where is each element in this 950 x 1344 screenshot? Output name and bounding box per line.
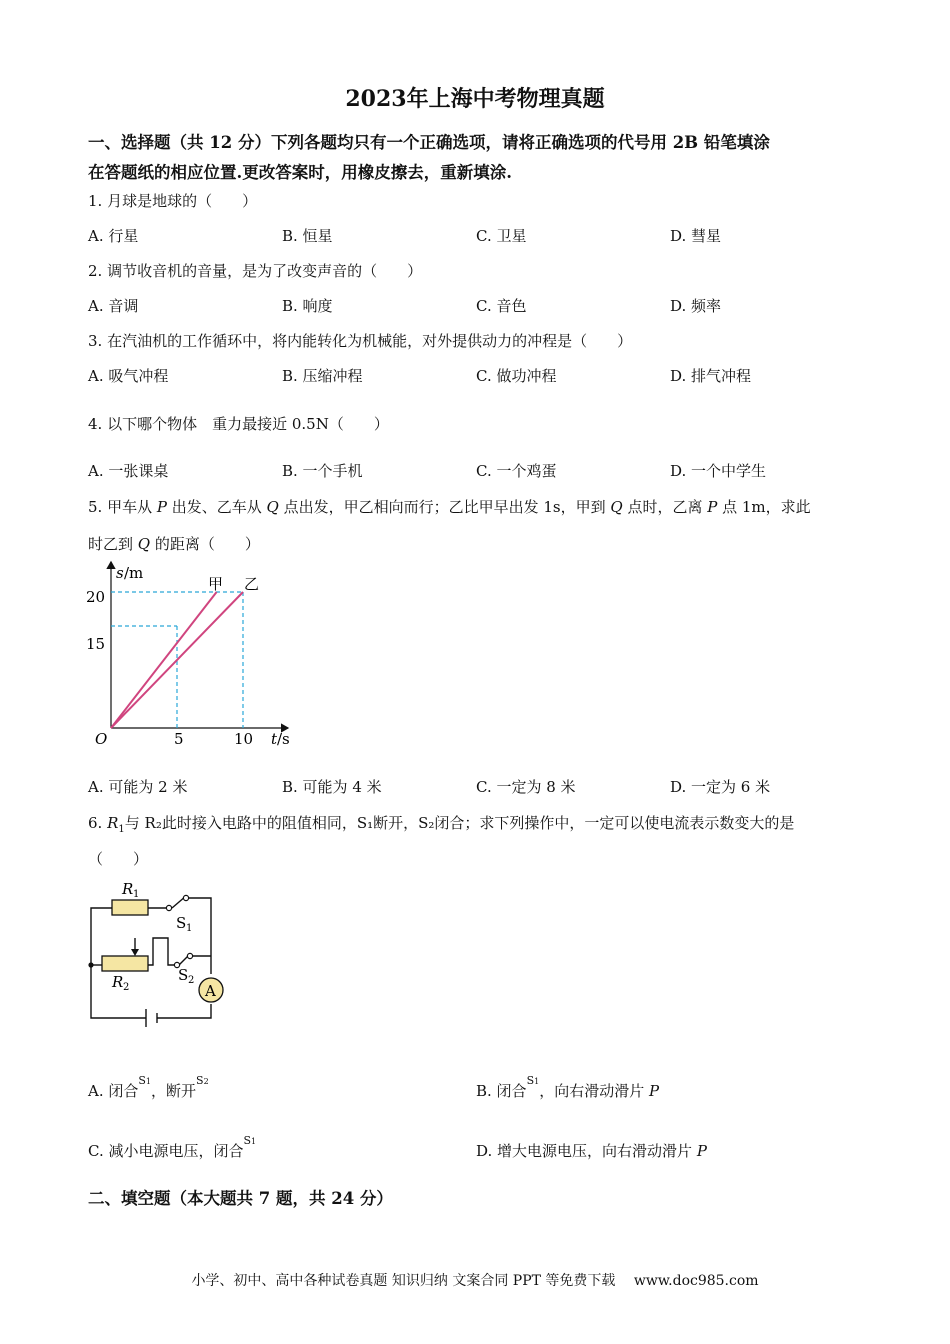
q4-option-d: D. 一个中学生	[670, 462, 767, 480]
s1-label: S	[176, 914, 187, 932]
q4-stem: 4. 以下哪个物体 重力最接近 0.5N（ ）	[88, 415, 389, 433]
q6-option-c: C. 减小电源电压，闭合$^{S1}$	[88, 1134, 257, 1160]
q4-option-b: B. 一个手机	[282, 462, 363, 480]
x-tick-10: 10	[234, 730, 254, 748]
page-title: 2023年上海中考物理真题	[345, 86, 605, 112]
section2-heading: 二、填空题（本大题共 7 题，共 24 分）	[88, 1189, 393, 1208]
y-axis-label-unit: /m	[124, 564, 144, 582]
section1-heading-line1: 一、选择题（共 12 分）下列各题均只有一个正确选项，请将正确选项的代号用 2B 铅笔填涂	[88, 133, 770, 152]
r1-sub: 1	[133, 889, 140, 900]
series-line-0	[111, 592, 217, 728]
q5-st-graph	[80, 556, 300, 756]
series-label-yi: 乙	[244, 575, 260, 593]
series-line-1	[111, 592, 243, 728]
q3-option-d: D. 排气冲程	[670, 367, 752, 385]
q2-option-d: D. 频率	[670, 297, 722, 315]
q3-stem: 3. 在汽油机的工作循环中，将内能转化为机械能，对外提供动力的冲程是（ ）	[88, 332, 633, 350]
s2-sub: 2	[188, 975, 195, 986]
q2-option-a: A. 音调	[88, 297, 139, 315]
s1-sub: 1	[186, 923, 193, 934]
y-axis-label-s: s	[116, 564, 124, 582]
origin-label: O	[95, 730, 108, 748]
q2-option-b: B. 响度	[282, 297, 333, 315]
y-tick-20: 20	[86, 588, 106, 606]
q5-option-a: A. 可能为 2 米	[88, 778, 188, 796]
q6-option-a: A. 闭合$^{S1}$，断开$^{S2}$	[88, 1074, 209, 1100]
s2-label: S	[178, 966, 189, 984]
q6-option-b: B. 闭合$^{S1}$，向右滑动滑片 P	[476, 1074, 660, 1100]
slider-arrow-icon	[131, 949, 139, 956]
page-footer: 小学、初中、高中各种试卷真题 知识归纳 文案合同 PPT 等免费下载 www.doc985.com	[191, 1273, 759, 1289]
q2-stem: 2. 调节收音机的音量，是为了改变声音的（ ）	[88, 262, 423, 280]
q1-stem: 1. 月球是地球的（ ）	[88, 192, 258, 210]
q5-option-c: C. 一定为 8 米	[476, 778, 576, 796]
q6-circuit-diagram	[80, 876, 240, 1036]
resistor-r2	[102, 956, 148, 971]
q6-stem-line1: 6. $R_1$与 R₂此时接入电路中的阻值相同，S₁断开，S₂闭合；求下列操作中，一定可以使电流表示数变大的是	[88, 814, 795, 835]
ammeter-label: A	[205, 982, 216, 1000]
section1-heading-line2: 在答题纸的相应位置.更改答案时，用橡皮擦去，重新填涂.	[88, 163, 512, 182]
q5-stem-line2: 时乙到 Q 的距离（ ）	[88, 535, 260, 553]
series-label-jia: 甲	[208, 575, 224, 593]
r2-sub: 2	[123, 982, 130, 993]
r2-label: R	[112, 973, 124, 991]
q1-option-b: B. 恒星	[282, 227, 333, 245]
r1-label: R	[122, 880, 134, 898]
q1-option-d: D. 彗星	[670, 227, 722, 245]
q4-option-a: A. 一张课桌	[88, 462, 169, 480]
q6-stem-line2: （ ）	[88, 850, 149, 868]
q5-stem-line1: 5. 甲车从 P 出发、乙车从 Q 点出发，甲乙相向而行；乙比甲早出发 1s，甲到 Q 点时，乙离 P 点 1m，求此	[88, 498, 811, 516]
q1-option-a: A. 行星	[88, 227, 139, 245]
x-tick-5: 5	[174, 730, 184, 748]
q5-option-b: B. 可能为 4 米	[282, 778, 382, 796]
q3-option-c: C. 做功冲程	[476, 367, 557, 385]
q3-option-a: A. 吸气冲程	[88, 367, 169, 385]
q6-option-d: D. 增大电源电压，向右滑动滑片 P	[476, 1142, 707, 1160]
q3-option-b: B. 压缩冲程	[282, 367, 363, 385]
q2-option-c: C. 音色	[476, 297, 527, 315]
resistor-r1	[112, 900, 148, 915]
x-axis-label-unit: /s	[277, 730, 290, 748]
x-axis-label-t: t	[271, 730, 278, 748]
q1-option-c: C. 卫星	[476, 227, 527, 245]
q4-option-c: C. 一个鸡蛋	[476, 462, 557, 480]
y-tick-15: 15	[86, 635, 106, 653]
q5-option-d: D. 一定为 6 米	[670, 778, 771, 796]
